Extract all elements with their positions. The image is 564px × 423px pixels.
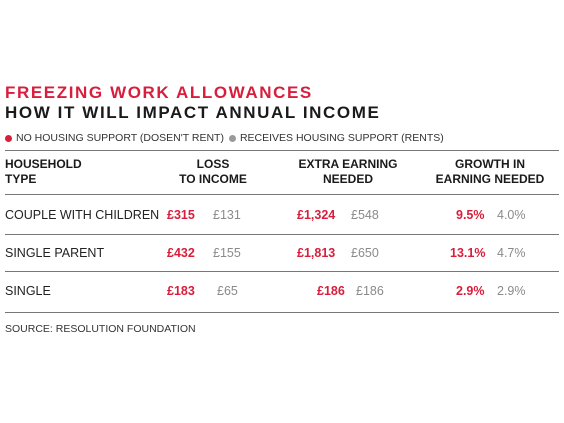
- row-rule: [5, 271, 559, 272]
- growth-no-housing-value: 13.1%: [450, 246, 486, 260]
- legend-dot-housing: [229, 135, 236, 142]
- loss-no-housing-value: £432: [167, 246, 195, 260]
- loss-no-housing-value: £315: [167, 208, 195, 222]
- row-rule: [5, 312, 559, 313]
- column-header-extra-line1: EXTRA EARNING: [298, 157, 398, 171]
- growth-no-housing-value: 2.9%: [456, 284, 485, 298]
- column-header-loss: [163, 157, 263, 187]
- column-header-growth: [425, 157, 555, 187]
- growth-housing-value: 2.9%: [497, 284, 526, 298]
- growth-no-housing-value: 9.5%: [456, 208, 485, 222]
- loss-no-housing-value: £183: [167, 284, 195, 298]
- row-household-label: SINGLE: [5, 284, 51, 298]
- source-note: SOURCE: RESOLUTION FOUNDATION: [5, 323, 196, 335]
- column-header-extra: [288, 157, 408, 187]
- legend: [5, 131, 444, 145]
- column-header-growth-line2: EARNING NEEDED: [435, 172, 545, 186]
- chart-title: FREEZING WORK ALLOWANCES: [5, 83, 313, 102]
- header-bottom-rule: [5, 194, 559, 195]
- header-top-rule: [5, 150, 559, 151]
- loss-housing-value: £65: [217, 284, 238, 298]
- legend-label-no-housing: NO HOUSING SUPPORT (DOSEN'T RENT): [16, 132, 224, 144]
- column-header-household: [5, 157, 82, 187]
- column-header-household-line2: TYPE: [5, 172, 37, 186]
- growth-housing-value: 4.0%: [497, 208, 526, 222]
- growth-housing-value: 4.7%: [497, 246, 526, 260]
- extra-no-housing-value: £1,324: [297, 208, 336, 222]
- column-header-household-line1: HOUSEHOLD: [5, 157, 82, 171]
- loss-housing-value: £155: [213, 246, 241, 260]
- extra-no-housing-value: £186: [317, 284, 345, 298]
- legend-dot-no-housing: [5, 135, 12, 142]
- row-rule: [5, 234, 559, 235]
- column-header-loss-line1: LOSS: [196, 157, 230, 171]
- chart-subtitle: HOW IT WILL IMPACT ANNUAL INCOME: [5, 103, 381, 122]
- row-household-label: SINGLE PARENT: [5, 246, 105, 260]
- legend-label-housing: RECEIVES HOUSING SUPPORT (RENTS): [239, 132, 444, 144]
- extra-housing-value: £548: [351, 208, 379, 222]
- loss-housing-value: £131: [213, 208, 241, 222]
- column-header-extra-line2: NEEDED: [322, 172, 373, 186]
- row-household-label: COUPLE WITH CHILDREN: [5, 208, 160, 222]
- column-header-growth-line1: GROWTH IN: [455, 157, 525, 171]
- extra-housing-value: £186: [356, 284, 384, 298]
- column-header-loss-line2: TO INCOME: [179, 172, 247, 186]
- extra-no-housing-value: £1,813: [297, 246, 336, 260]
- extra-housing-value: £650: [351, 246, 379, 260]
